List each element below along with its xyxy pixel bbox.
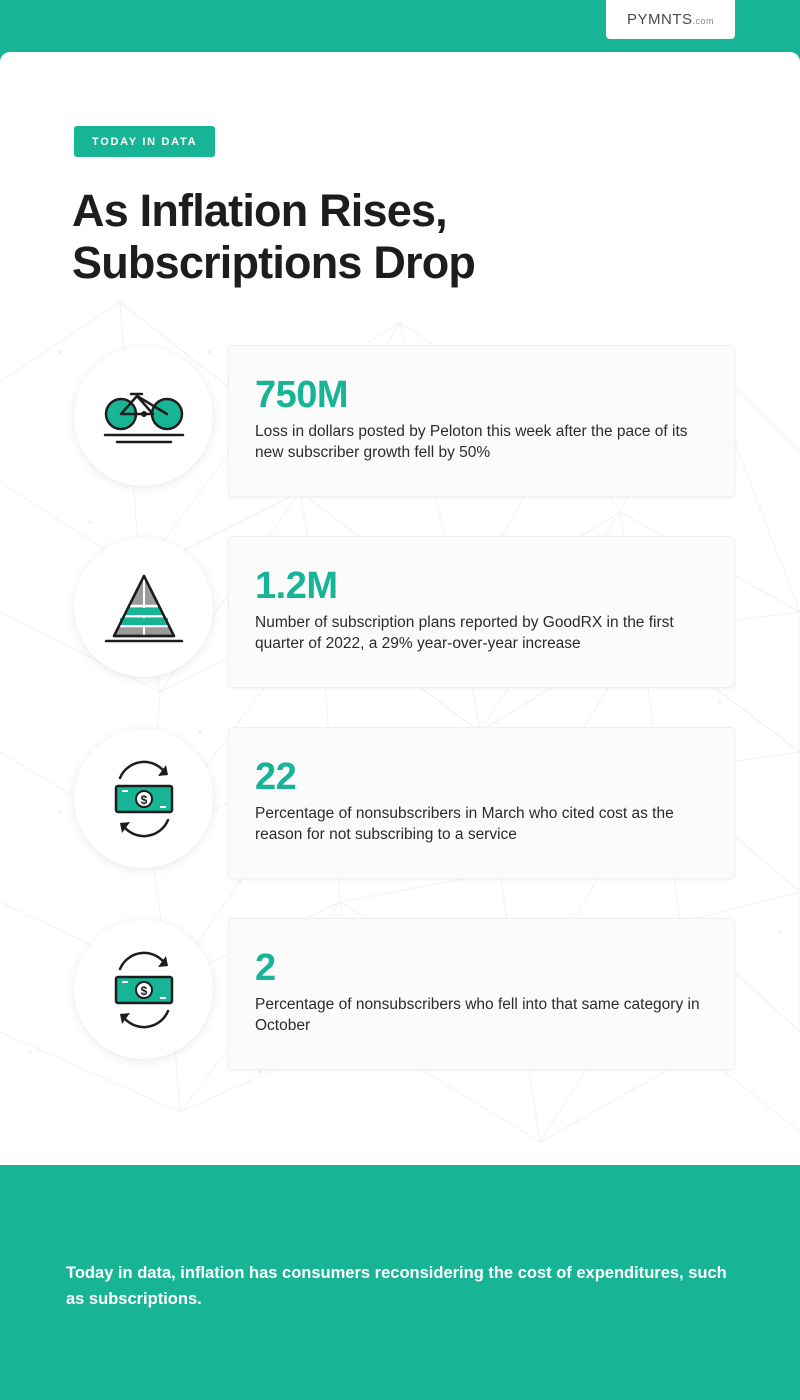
logo-wordmark: PYMNTS — [626, 11, 693, 28]
stat-description: Loss in dollars posted by Peloton this week after the pace of its new subscriber growth fell by 50% — [255, 423, 688, 461]
footer-band — [0, 1165, 800, 1400]
stat-card — [228, 918, 735, 1070]
eyebrow-label: TODAY IN DATA — [92, 135, 198, 148]
stat-description: Percentage of nonsubscribers in March who cited cost as the reason for not subscribing to a service — [255, 805, 674, 843]
stat-value: 1.2M — [255, 565, 338, 607]
logo-text — [627, 11, 714, 28]
stat-value: 2 — [255, 947, 276, 989]
bicycle-icon — [101, 386, 187, 448]
stat-value: 22 — [255, 756, 297, 798]
stat-icon-bubble — [74, 920, 213, 1059]
eyebrow-badge — [74, 126, 215, 157]
recurring-payment-icon — [102, 951, 186, 1029]
page-title: As Inflation Rises, Subscriptions Drop — [72, 185, 476, 288]
logo-suffix: .com — [692, 16, 715, 26]
stat-card — [228, 727, 735, 879]
stat-icon-bubble — [74, 729, 213, 868]
stat-card — [228, 345, 735, 497]
stat-icon-bubble — [74, 347, 213, 486]
stat-description: Percentage of nonsubscribers who fell into that same category in October — [255, 996, 700, 1034]
footer-summary: Today in data, inflation has consumers reconsidering the cost of expenditures, such as subscriptions. — [66, 1264, 727, 1308]
stat-value: 750M — [255, 374, 349, 416]
stat-icon-bubble — [74, 538, 213, 677]
svg-text:$: $ — [140, 792, 147, 807]
stat-description: Number of subscription plans reported by GoodRX in the first quarter of 2022, a 29% year-over-year increase — [255, 614, 674, 652]
recurring-payment-icon — [102, 760, 186, 838]
stat-card — [228, 536, 735, 688]
pyramid-chart-icon — [102, 572, 186, 644]
pymnts-logo[interactable] — [606, 0, 735, 39]
svg-text:$: $ — [140, 983, 147, 998]
infographic-sheet — [0, 52, 800, 1165]
